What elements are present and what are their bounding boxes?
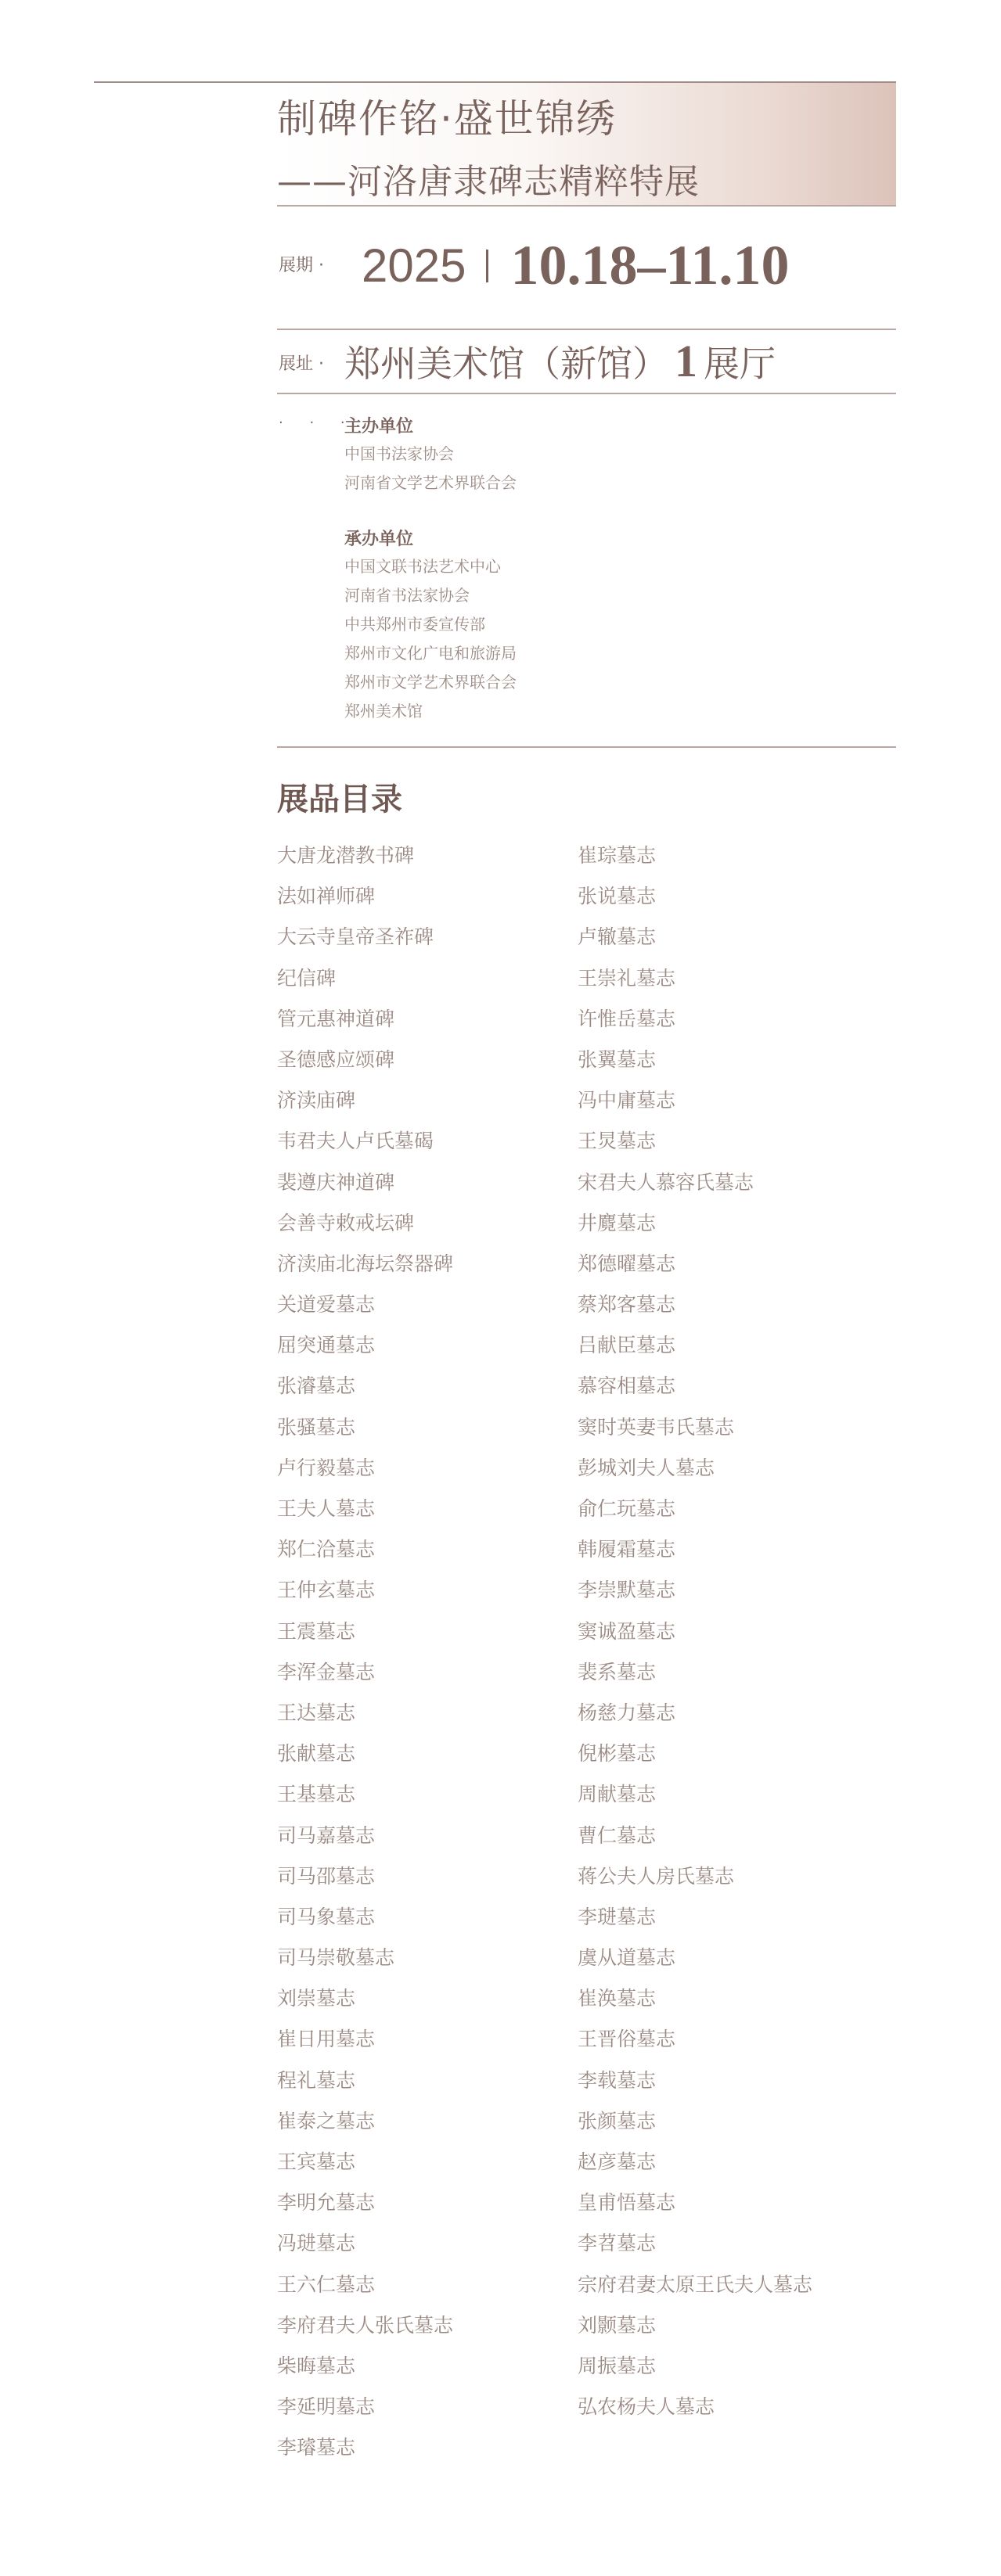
catalog-item: 王晋俗墓志 (578, 2028, 676, 2051)
catalog-item: 卢辙墓志 (578, 925, 657, 949)
catalog-item: 周振墓志 (578, 2354, 657, 2377)
catalog-item: 皇甫悟墓志 (578, 2191, 676, 2215)
catalog-item: 吕献臣墓志 (578, 1334, 676, 1357)
catalog-item: 许惟岳墓志 (578, 1007, 676, 1030)
catalog-item: 李明允墓志 (277, 2191, 376, 2215)
catalog-item: 李浑金墓志 (277, 1660, 376, 1683)
catalog-item: 李苕墓志 (578, 2232, 657, 2255)
venue (344, 335, 776, 387)
catalog-item: 刘颢墓志 (578, 2313, 657, 2337)
period-dates (362, 233, 790, 298)
catalog-item: 王炅墓志 (578, 1130, 657, 1153)
catalog-item: 彭城刘夫人墓志 (578, 1456, 715, 1479)
catalog-item: 大唐龙潜教书碑 (277, 844, 415, 867)
catalog-item: 张颜墓志 (578, 2109, 657, 2132)
period-label: 展期 · (279, 256, 324, 275)
catalog-item: 大云寺皇帝圣祚碑 (277, 925, 434, 949)
catalog-item: 李延明墓志 (277, 2395, 376, 2419)
venue-hall-number: 1 (675, 336, 697, 386)
catalog-item: 郑德曜墓志 (578, 1252, 676, 1275)
catalog-item: 王基墓志 (277, 1783, 356, 1806)
catalog-item: 司马崇敬墓志 (277, 1946, 395, 1970)
catalog-item: 王崇礼墓志 (578, 966, 676, 990)
catalog-item: 王六仁墓志 (277, 2272, 376, 2296)
catalog-item: 赵彦墓志 (578, 2150, 657, 2173)
catalog-item: 张说墓志 (578, 885, 657, 908)
catalog-column-right (578, 835, 812, 2427)
catalog-column-left (277, 835, 453, 2469)
catalog-item: 崔琮墓志 (578, 844, 657, 867)
catalog-item: 蔡郑客墓志 (578, 1293, 676, 1317)
catalog-item: 济渎庙碑 (277, 1089, 356, 1112)
catalog-title: 展品目录 (277, 781, 402, 817)
venue-name: 郑州美术馆（新馆） (344, 343, 668, 385)
catalog-item: 冯琎墓志 (277, 2232, 356, 2255)
catalog-item: 法如禅师碑 (277, 885, 376, 908)
host-item: 河南省文学艺术界联合会 (344, 473, 517, 492)
catalog-item: 宗府君妻太原王氏夫人墓志 (578, 2272, 813, 2296)
catalog-item: 会善寺敕戒坛碑 (277, 1211, 415, 1234)
divider (277, 393, 896, 394)
venue-label: 展址 · (279, 354, 324, 374)
exhibition-title: 制碑作铭·盛世锦绣 (277, 96, 617, 142)
period-year: 2025 (362, 239, 466, 292)
catalog-item: 卢行毅墓志 (277, 1456, 376, 1479)
catalog-item: 裴系墓志 (578, 1660, 657, 1683)
catalog-item: 李载墓志 (578, 2068, 657, 2092)
catalog-item: 倪彬墓志 (578, 1742, 657, 1766)
divider (277, 205, 896, 207)
catalog-item: 冯中庸墓志 (578, 1089, 676, 1112)
catalog-item: 曹仁墓志 (578, 1823, 657, 1847)
catalog-item: 屈突通墓志 (277, 1334, 376, 1357)
host-heading: 主办单位 (344, 416, 414, 437)
co-organizer-item: 郑州美术馆 (344, 702, 423, 720)
catalog-item: 李崇默墓志 (578, 1579, 676, 1602)
catalog-item: 李府君夫人张氏墓志 (277, 2313, 454, 2337)
catalog-item: 郑仁洽墓志 (277, 1538, 376, 1561)
catalog-item: 张骚墓志 (277, 1415, 356, 1439)
venue-hall-suffix: 展厅 (704, 343, 776, 385)
catalog-item: 王震墓志 (277, 1619, 356, 1643)
catalog-item: 纪信碑 (277, 966, 337, 990)
catalog-item: 杨慈力墓志 (578, 1701, 676, 1724)
catalog-item: 王宾墓志 (277, 2150, 356, 2173)
host-item: 中国书法家协会 (344, 444, 454, 463)
catalog-item: 管元惠神道碑 (277, 1007, 395, 1030)
catalog-item: 司马邵墓志 (277, 1864, 376, 1888)
catalog-item: 裴遵庆神道碑 (277, 1170, 395, 1194)
catalog-item: 程礼墓志 (277, 2068, 356, 2092)
catalog-item: 司马象墓志 (277, 1905, 376, 1928)
exhibition-subtitle: ——河洛唐隶碑志精粹特展 (277, 162, 700, 202)
catalog-item: 俞仁玩墓志 (578, 1497, 676, 1520)
catalog-item: 王达墓志 (277, 1701, 356, 1724)
catalog-item: 司马嘉墓志 (277, 1823, 376, 1847)
divider (277, 746, 896, 748)
catalog-item: 张翼墓志 (578, 1047, 657, 1071)
co-organizer-item: 郑州市文学艺术界联合会 (344, 673, 517, 692)
catalog-item: 圣德感应颂碑 (277, 1047, 395, 1071)
catalog-item: 蒋公夫人房氏墓志 (578, 1864, 735, 1888)
catalog-item: 虞从道墓志 (578, 1946, 676, 1970)
catalog-item: 刘崇墓志 (277, 1987, 356, 2010)
catalog-item: 韦君夫人卢氏墓碣 (277, 1130, 434, 1153)
catalog-item: 王仲玄墓志 (277, 1579, 376, 1602)
co-organizer-item: 中国文联书法艺术中心 (344, 557, 501, 576)
catalog-item: 崔涣墓志 (578, 1987, 657, 2010)
catalog-item: 宋君夫人慕容氏墓志 (578, 1170, 754, 1194)
catalog-item: 窦时英妻韦氏墓志 (578, 1415, 735, 1439)
catalog-item: 济渎庙北海坛祭器碑 (277, 1252, 454, 1275)
catalog-item: 李琎墓志 (578, 1905, 657, 1928)
catalog-item: 弘农杨夫人墓志 (578, 2395, 715, 2419)
catalog-item: 关道爱墓志 (277, 1293, 376, 1317)
catalog-item: 张濬墓志 (277, 1374, 356, 1398)
catalog-item: 周献墓志 (578, 1783, 657, 1806)
catalog-item: 慕容相墓志 (578, 1374, 676, 1398)
catalog-item: 王夫人墓志 (277, 1497, 376, 1520)
catalog-item: 崔泰之墓志 (277, 2109, 376, 2132)
catalog-item: 窦诚盈墓志 (578, 1619, 676, 1643)
catalog-item: 崔日用墓志 (277, 2028, 376, 2051)
catalog-item: 井麑墓志 (578, 1211, 657, 1234)
catalog-item: 李璿墓志 (277, 2436, 356, 2459)
host-list (344, 440, 517, 498)
co-organizer-heading: 承办单位 (344, 529, 414, 549)
catalog-item: 韩履霜墓志 (578, 1538, 676, 1561)
co-organizer-list (344, 552, 517, 726)
catalog-item: 柴晦墓志 (277, 2354, 356, 2377)
catalog-item: 张献墓志 (277, 1742, 356, 1766)
period-separator (486, 250, 488, 282)
co-organizer-item: 河南省书法家协会 (344, 586, 470, 605)
divider (277, 329, 896, 330)
organizers-dots: · · · (279, 415, 356, 431)
period-range: 10.18–11.10 (510, 234, 790, 296)
co-organizer-item: 郑州市文化广电和旅游局 (344, 644, 517, 663)
co-organizer-item: 中共郑州市委宣传部 (344, 615, 485, 634)
